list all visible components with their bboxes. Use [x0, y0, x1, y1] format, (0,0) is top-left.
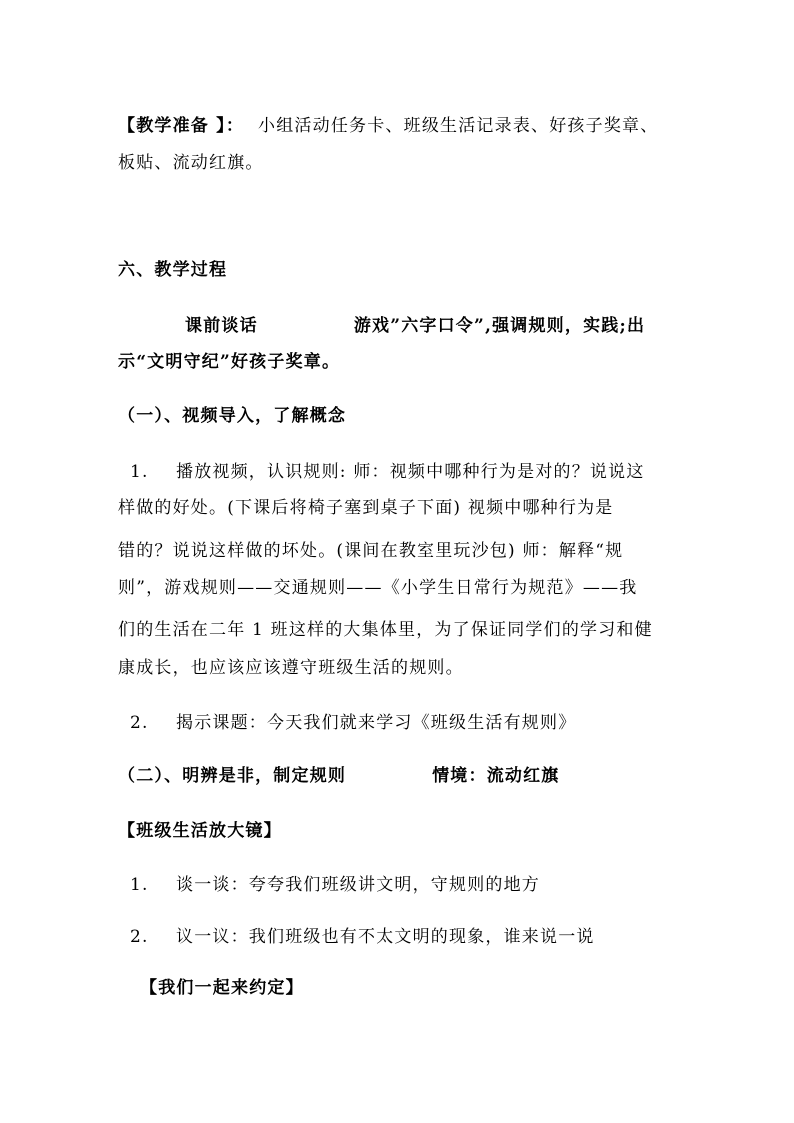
prep-label: 【教学准备 】：: [118, 116, 245, 136]
prep-text-1: 小组活动任务卡、班级生活记录表、好孩子奖章、: [258, 116, 659, 136]
prep-line-1: [118, 115, 658, 137]
part2-item1-number: 1.: [130, 875, 149, 895]
pre-class-line-1: [185, 315, 645, 337]
part1-item1-line-1: [130, 461, 645, 483]
part1-item1-line-3: 错的？说说这样做的坏处。(课间在教室里玩沙包) 师：解释“规: [118, 541, 624, 561]
part1-item1-line-2: 样做的好处。(下课后将椅子塞到桌子下面) 视频中哪种行为是: [118, 498, 614, 518]
magnifier-title: 【班级生活放大镜】: [118, 821, 282, 841]
pre-class-line-2: 示“文明守纪”好孩子奖章。: [118, 352, 341, 372]
part1-item2: [130, 712, 576, 734]
agreement-title: 【我们一起来约定】: [140, 978, 304, 998]
part1-heading: （一）、视频导入，了解概念: [118, 406, 347, 426]
part1-item1-line-5: 们的生活在二年 1 班这样的大集体里，为了保证同学们的学习和健: [118, 620, 653, 640]
part2-item2-text: 议一议：我们班级也有不太文明的现象，谁来说一说: [176, 927, 595, 947]
part1-item1-line-6: 康成长，也应该应该遵守班级生活的规则。: [118, 658, 464, 678]
part2-item2-number: 2.: [130, 927, 149, 947]
part1-item1-text-1: 播放视频，认识规则: 师：视频中哪种行为是对的？说说这: [176, 462, 645, 482]
part2-heading: （二）、明辨是非，制定规则: [118, 766, 347, 786]
pre-class-label: 课前谈话: [185, 316, 258, 336]
part2-situation: 情境：流动红旗: [432, 766, 560, 786]
part2-item1: [130, 874, 540, 896]
part1-item1-line-4: 则”，游戏规则——交通规则——《小学生日常行为规范》——我: [118, 578, 638, 598]
part2-item2: [130, 926, 595, 948]
section-heading: 六、教学过程: [118, 260, 228, 280]
part2-heading-line: [118, 765, 560, 787]
part1-item1-number: 1.: [130, 462, 149, 482]
prep-line-2: [118, 152, 264, 174]
pre-class-text-1: 游戏”六字口令”,强调规则，实践;出: [353, 316, 646, 336]
prep-text-2: 板贴、流动红旗。: [118, 153, 264, 173]
part1-item2-text: 揭示课题：今天我们就来学习《班级生活有规则》: [176, 713, 577, 733]
part1-item2-number: 2.: [130, 713, 149, 733]
part2-item1-text: 谈一谈：夸夸我们班级讲文明，守规则的地方: [176, 875, 540, 895]
